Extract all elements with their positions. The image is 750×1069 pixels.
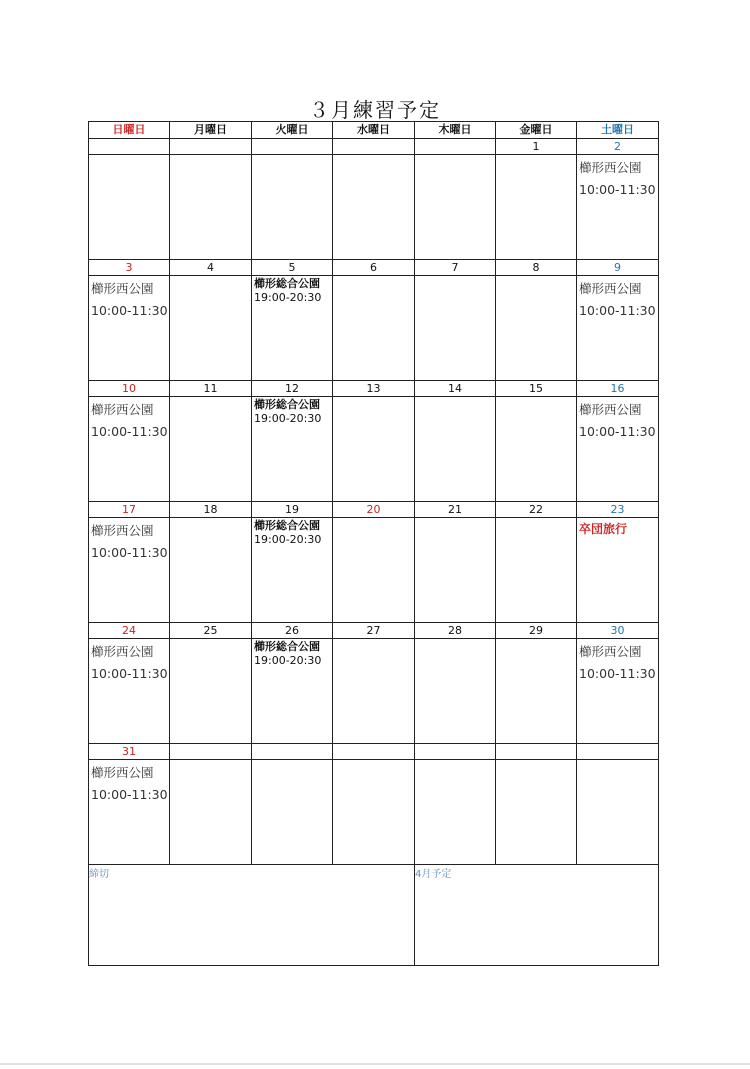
day-cell	[333, 760, 415, 865]
day-cell	[496, 518, 577, 623]
day-cell	[577, 276, 659, 381]
weekday-header-tuesday: 火曜日	[252, 122, 333, 139]
week-5-content-row	[89, 639, 659, 744]
day-cell	[89, 639, 170, 744]
practice-entry	[577, 639, 658, 685]
date-number	[333, 139, 415, 155]
week-1-content-row	[89, 155, 659, 260]
day-cell	[496, 397, 577, 502]
date-number	[415, 744, 496, 760]
calendar-table	[88, 121, 659, 966]
weekday-header-saturday: 土曜日	[577, 122, 659, 139]
day-cell	[496, 639, 577, 744]
day-cell	[333, 518, 415, 623]
day-cell	[333, 155, 415, 260]
date-number	[252, 744, 333, 760]
day-cell	[333, 639, 415, 744]
week-3-date-row	[89, 381, 659, 397]
practice-time: 19:00-20:30	[254, 654, 322, 667]
date-number: 27	[333, 623, 415, 639]
day-cell	[89, 276, 170, 381]
practice-time: 10:00-11:30	[91, 666, 168, 681]
day-cell	[496, 276, 577, 381]
date-number	[577, 744, 659, 760]
day-cell	[89, 760, 170, 865]
day-cell	[333, 397, 415, 502]
practice-entry	[252, 397, 332, 426]
date-number: 25	[170, 623, 252, 639]
practice-entry	[252, 518, 332, 547]
day-cell	[577, 155, 659, 260]
date-number: 21	[415, 502, 496, 518]
date-number	[415, 139, 496, 155]
practice-entry	[577, 155, 658, 201]
day-cell	[415, 518, 496, 623]
date-number: 19	[252, 502, 333, 518]
day-cell	[89, 397, 170, 502]
practice-time: 10:00-11:30	[579, 424, 656, 439]
practice-location: 櫛形西公園	[579, 402, 642, 417]
practice-time: 19:00-20:30	[254, 533, 322, 546]
date-number: 17	[89, 502, 170, 518]
date-number: 3	[89, 260, 170, 276]
date-number: 16	[577, 381, 659, 397]
practice-entry	[252, 639, 332, 668]
date-number	[170, 744, 252, 760]
day-cell	[170, 518, 252, 623]
practice-time: 10:00-11:30	[579, 303, 656, 318]
practice-time: 10:00-11:30	[579, 666, 656, 681]
day-cell	[252, 155, 333, 260]
day-cell	[415, 276, 496, 381]
date-number	[496, 744, 577, 760]
day-cell	[170, 639, 252, 744]
practice-time: 10:00-11:30	[91, 424, 168, 439]
date-number: 28	[415, 623, 496, 639]
date-number: 12	[252, 381, 333, 397]
deadline-notes-cell	[89, 865, 415, 966]
practice-location: 櫛形西公園	[579, 644, 642, 659]
practice-location: 櫛形西公園	[579, 160, 642, 175]
date-number: 9	[577, 260, 659, 276]
day-cell	[496, 760, 577, 865]
practice-location: 櫛形総合公園	[254, 398, 320, 411]
day-cell	[89, 518, 170, 623]
day-cell	[170, 155, 252, 260]
week-2-content-row	[89, 276, 659, 381]
day-cell	[170, 760, 252, 865]
practice-time: 10:00-11:30	[579, 182, 656, 197]
weekday-header-thursday: 木曜日	[415, 122, 496, 139]
date-number: 29	[496, 623, 577, 639]
day-cell	[252, 639, 333, 744]
date-number: 4	[170, 260, 252, 276]
practice-location: 櫛形西公園	[91, 765, 154, 780]
weekday-header-wednesday: 水曜日	[333, 122, 415, 139]
april-plan-notes-cell	[415, 865, 659, 966]
day-cell	[170, 276, 252, 381]
calendar-body	[89, 139, 659, 865]
date-number: 20	[333, 502, 415, 518]
date-number: 2	[577, 139, 659, 155]
date-number: 1	[496, 139, 577, 155]
date-number: 23	[577, 502, 659, 518]
week-2-date-row	[89, 260, 659, 276]
weekday-header-sunday: 日曜日	[89, 122, 170, 139]
page-title: ３月練習予定	[309, 98, 441, 122]
date-number: 26	[252, 623, 333, 639]
date-number	[89, 139, 170, 155]
date-number: 22	[496, 502, 577, 518]
day-cell	[415, 155, 496, 260]
page-bottom-edge	[0, 1063, 750, 1065]
day-cell	[577, 760, 659, 865]
date-number: 14	[415, 381, 496, 397]
week-1-date-row	[89, 139, 659, 155]
practice-time: 10:00-11:30	[91, 303, 168, 318]
date-number: 10	[89, 381, 170, 397]
practice-time: 10:00-11:30	[91, 545, 168, 560]
weekday-header-monday: 月曜日	[170, 122, 252, 139]
practice-location: 櫛形西公園	[91, 523, 154, 538]
week-5-date-row	[89, 623, 659, 639]
practice-entry	[577, 397, 658, 443]
day-cell	[577, 518, 659, 623]
date-number: 18	[170, 502, 252, 518]
day-cell	[252, 518, 333, 623]
weekday-header-friday: 金曜日	[496, 122, 577, 139]
week-6-date-row	[89, 744, 659, 760]
deadline-label: 締切	[89, 869, 109, 880]
day-cell	[496, 155, 577, 260]
practice-location: 櫛形西公園	[91, 644, 154, 659]
date-number: 31	[89, 744, 170, 760]
date-number: 24	[89, 623, 170, 639]
date-number: 15	[496, 381, 577, 397]
day-cell	[252, 760, 333, 865]
week-3-content-row	[89, 397, 659, 502]
date-number: 5	[252, 260, 333, 276]
day-cell	[415, 639, 496, 744]
day-cell	[252, 276, 333, 381]
practice-entry	[89, 639, 169, 685]
practice-time: 10:00-11:30	[91, 787, 168, 802]
week-4-content-row	[89, 518, 659, 623]
notes-row	[89, 865, 659, 966]
practice-time: 19:00-20:30	[254, 412, 322, 425]
day-cell	[577, 639, 659, 744]
week-4-date-row	[89, 502, 659, 518]
day-cell	[252, 397, 333, 502]
day-cell	[333, 276, 415, 381]
practice-location: 櫛形西公園	[91, 402, 154, 417]
date-number: 13	[333, 381, 415, 397]
date-number: 11	[170, 381, 252, 397]
practice-location: 櫛形総合公園	[254, 277, 320, 290]
weekday-header-row	[89, 122, 659, 139]
april-plan-label: 4月予定	[415, 869, 452, 880]
event-entry: 卒団旅行	[579, 522, 628, 536]
date-number	[170, 139, 252, 155]
date-number	[333, 744, 415, 760]
date-number: 30	[577, 623, 659, 639]
week-6-content-row	[89, 760, 659, 865]
practice-entry	[89, 760, 169, 806]
day-cell	[170, 397, 252, 502]
practice-entry	[252, 276, 332, 305]
date-number: 6	[333, 260, 415, 276]
date-number: 7	[415, 260, 496, 276]
date-number	[252, 139, 333, 155]
day-cell	[415, 397, 496, 502]
practice-location: 櫛形西公園	[579, 281, 642, 296]
day-cell	[415, 760, 496, 865]
practice-entry	[89, 276, 169, 322]
day-cell	[89, 155, 170, 260]
practice-entry	[89, 397, 169, 443]
practice-location: 櫛形総合公園	[254, 640, 320, 653]
day-cell	[577, 397, 659, 502]
practice-location: 櫛形西公園	[91, 281, 154, 296]
practice-entry	[89, 518, 169, 564]
practice-location: 櫛形総合公園	[254, 519, 320, 532]
practice-time: 19:00-20:30	[254, 291, 322, 304]
practice-entry	[577, 276, 658, 322]
date-number: 8	[496, 260, 577, 276]
